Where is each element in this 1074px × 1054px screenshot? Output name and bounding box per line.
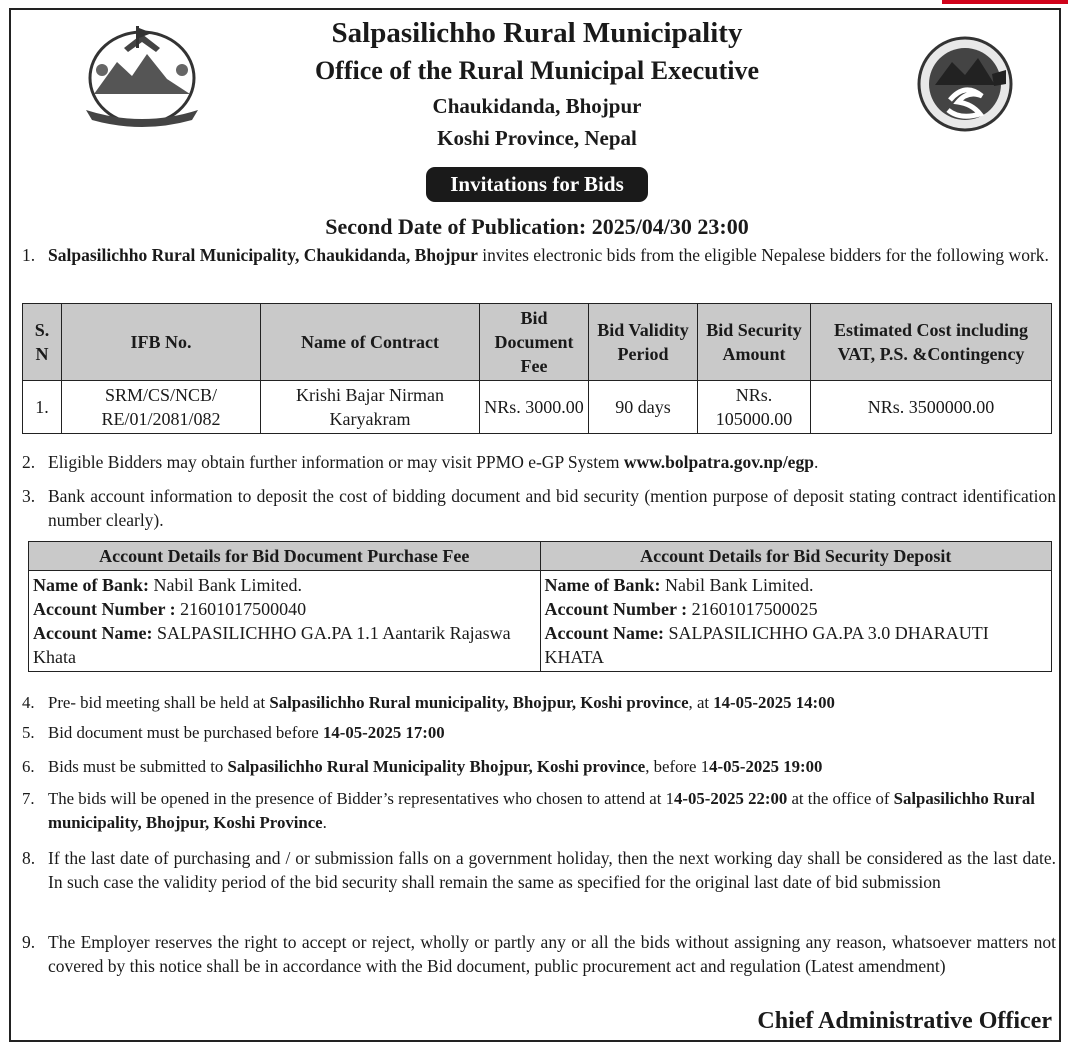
- clause-text: , at: [688, 693, 714, 712]
- col-contract: Name of Contract: [261, 304, 480, 381]
- cell-ifb-no: SRM/CS/NCB/ RE/01/2081/082: [62, 381, 261, 434]
- clause-datetime: 4-05-2025 22:00: [674, 789, 788, 808]
- address-line-2: Koshi Province, Nepal: [437, 126, 637, 150]
- account-row: [29, 571, 1052, 672]
- clause-number: 6.: [22, 757, 35, 776]
- bank-label: Name of Bank:: [544, 575, 661, 595]
- clause-text: The Employer reserves the right to accept or reject, wholly or partly any or all the bids without assigning any reason, whatsoever matters not covered by this notice shall be in accordance with the Bid document, public procurement act and regulation (Latest amendment): [48, 932, 1056, 976]
- clause-text: Eligible Bidders may obtain further information or may visit PPMO e-GP System: [48, 452, 624, 472]
- office-title: Office of the Rural Municipal Executive: [314, 56, 760, 85]
- cell-contract: Krishi Bajar Nirman Karyakram: [261, 381, 480, 434]
- account-name-value: SALPASILICHHO GA.PA 1.1 Aantarik Rajaswa Khata: [33, 623, 511, 667]
- clause-text: invites electronic bids from the eligible Nepalese bidders for the following work.: [477, 245, 1049, 265]
- clause-text: If the last date of purchasing and / or submission falls on a government holiday, then the next working day shall be considered as the last date. In such case the validity period of the bid security shall remain the same as specified for the original last date of bid submission: [48, 848, 1056, 892]
- address-line-1: Chaukidanda, Bhojpur: [432, 94, 642, 118]
- account-header-row: [29, 542, 1052, 571]
- notice-type-wrap: [0, 167, 1074, 202]
- account-number-value: 21601017500025: [687, 599, 818, 619]
- account-table: [28, 541, 1052, 672]
- publication-date: Second Date of Publication: 2025/04/30 23:00: [325, 214, 749, 239]
- corner-mark: [942, 0, 1068, 4]
- account-left: [29, 571, 541, 672]
- clause-4: [22, 691, 1056, 715]
- clause-emphasis: Salpasilichho Rural Municipality Bhojpur, Koshi province: [227, 757, 646, 776]
- clause-number: 7.: [22, 789, 35, 808]
- account-right: [540, 571, 1052, 672]
- clause-datetime: 14-05-2025 14:00: [713, 693, 835, 712]
- account-number-value: 21601017500040: [175, 599, 307, 619]
- account-number-label: Account Number :: [33, 599, 176, 619]
- table-row: [23, 381, 1052, 434]
- letterhead: [0, 14, 1074, 154]
- col-security: Bid Security Amount: [698, 304, 811, 381]
- clause-number: 9.: [22, 932, 36, 952]
- col-ifb-no: IFB No.: [62, 304, 261, 381]
- municipality-title: Salpasilichho Rural Municipality: [331, 17, 743, 49]
- clause-number: 3.: [22, 486, 36, 506]
- account-name-value: SALPASILICHHO GA.PA 3.0 DHARAUTI KHATA: [544, 623, 989, 667]
- clause-emphasis: Salpasilichho Rural municipality, Bhojpur, Koshi province: [269, 693, 689, 712]
- clause-number: 1.: [22, 245, 36, 265]
- account-number-label: Account Number :: [544, 599, 688, 619]
- account-name-label: Account Name:: [544, 623, 664, 643]
- col-validity: Bid Validity Period: [589, 304, 698, 381]
- clause-emphasis: Salpasilichho Rural Municipality, Chaukidanda, Bhojpur: [48, 245, 478, 265]
- clause-text: Bank account information to deposit the cost of bidding document and bid security (mention purpose of deposit stating contract identification number clearly).: [48, 486, 1056, 530]
- clause-text: The bids will be opened in the presence of Bidder’s representatives who chosen to attend at 1: [48, 789, 675, 808]
- clause-9: [22, 930, 1056, 978]
- clause-emphasis: Salpasilichho Rural municipality, Bhojpur, Koshi Province: [48, 789, 1035, 832]
- clause-text: Pre- bid meeting shall be held at: [48, 693, 270, 712]
- cell-doc-fee: NRs. 3000.00: [480, 381, 589, 434]
- col-estimated-cost: Estimated Cost including VAT, P.S. &Contingency: [811, 304, 1052, 381]
- notice-type-badge: Invitations for Bids: [426, 167, 648, 202]
- ifb-table: [22, 303, 1052, 434]
- cell-estimated-cost: NRs. 3500000.00: [811, 381, 1052, 434]
- clause-datetime: 14-05-2025 17:00: [322, 723, 445, 742]
- col-doc-fee: Bid Document Fee: [480, 304, 589, 381]
- bank-value: Nabil Bank Limited.: [149, 575, 302, 595]
- clause-tail: .: [322, 813, 327, 832]
- clause-number: 5.: [22, 723, 35, 742]
- bank-value: Nabil Bank Limited.: [660, 575, 814, 595]
- cell-security: NRs. 105000.00: [698, 381, 811, 434]
- cell-sn: 1.: [23, 381, 62, 434]
- clause-1: [22, 243, 1056, 267]
- signoff: Chief Administrative Officer: [757, 1008, 1052, 1034]
- account-name-label: Account Name:: [33, 623, 153, 643]
- table-header-row: [23, 304, 1052, 381]
- clause-7: [22, 787, 1056, 835]
- clause-8: [22, 846, 1056, 894]
- bank-label: Name of Bank:: [33, 575, 149, 595]
- clause-tail: .: [813, 452, 819, 472]
- clause-datetime: 4-05-2025 19:00: [709, 757, 823, 776]
- clause-number: 2.: [22, 452, 36, 472]
- clause-number: 8.: [22, 848, 36, 868]
- clause-text: at the office of: [787, 789, 894, 808]
- account-header-left: Account Details for Bid Document Purchase Fee: [29, 542, 541, 571]
- clause-text: Bid document must be purchased before: [48, 723, 323, 742]
- cell-validity: 90 days: [589, 381, 698, 434]
- account-header-right: Account Details for Bid Security Deposit: [540, 542, 1052, 571]
- clause-text: , before 1: [645, 757, 710, 776]
- clause-6: [22, 755, 1056, 779]
- egp-link[interactable]: www.bolpatra.gov.np/egp: [623, 452, 814, 472]
- clause-text: Bids must be submitted to: [48, 757, 228, 776]
- clause-number: 4.: [22, 693, 35, 712]
- clause-3: [22, 484, 1056, 532]
- clause-5: [22, 721, 1056, 745]
- clause-2: [22, 450, 1056, 474]
- col-sn: S. N: [23, 304, 62, 381]
